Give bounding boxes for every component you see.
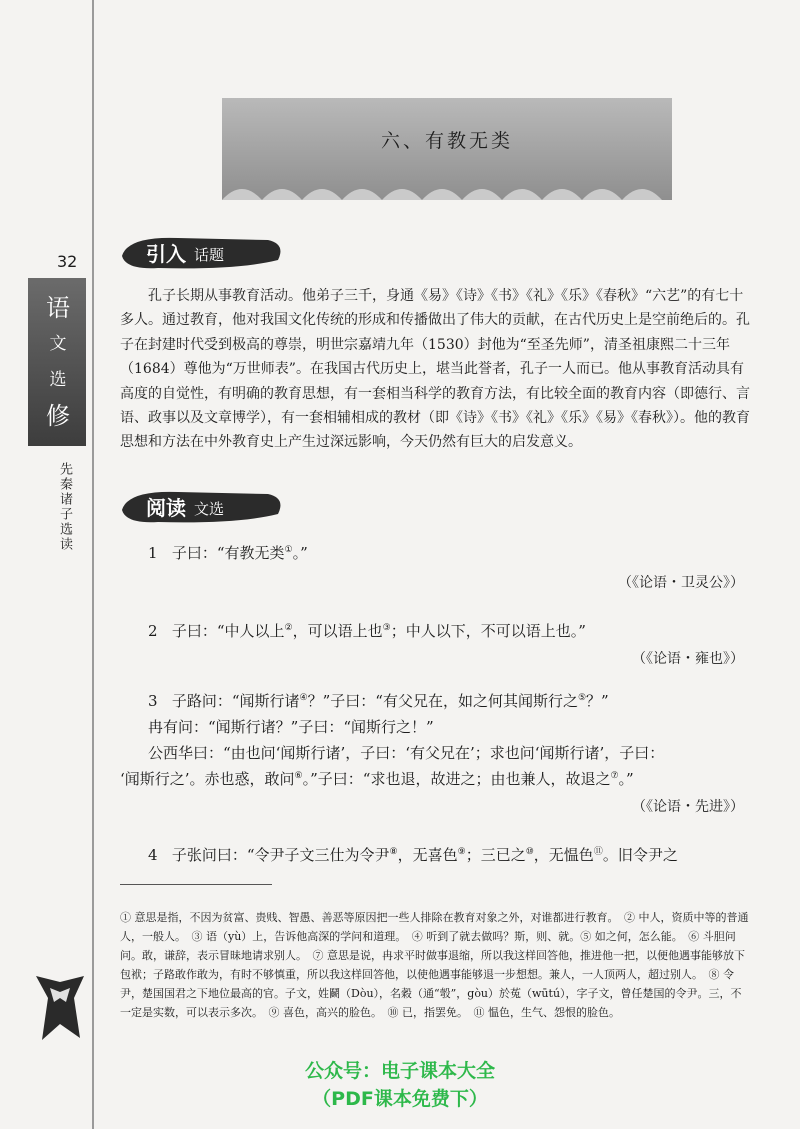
passage-text: 。” <box>618 770 634 788</box>
watermark-line-2: （PDF课本免费下） <box>312 1088 488 1110</box>
footnote-ref: ③ <box>382 623 391 633</box>
intro-paragraph <box>120 284 750 455</box>
section-label: 阅读 <box>146 496 186 520</box>
passage-text: ，可以语上也 <box>292 622 383 640</box>
footnotes <box>120 908 750 1022</box>
passage-source: （《论语・雍也》） <box>632 651 744 667</box>
section-sublabel: 文选 <box>194 500 225 518</box>
passage-number: 1 <box>148 544 158 562</box>
passage-3-line-2: 冉有问：“闻斯行诸？”子曰：“闻斯行之！” <box>148 718 434 736</box>
passage-text: 。”子曰：“求也退，故进之；由也兼人，故退之 <box>302 770 611 788</box>
passage-text: 子曰：“中人以上 <box>171 622 285 640</box>
passage-text: 。” <box>292 544 308 562</box>
footnote-ref: ⑤ <box>577 693 587 703</box>
side-subtitle: 先秦诸子选读 <box>57 462 72 552</box>
passage-text: 。旧令尹之 <box>602 846 678 864</box>
section-sublabel: 话题 <box>194 246 225 264</box>
watermark-line-1: 公众号：电子课本大全 <box>304 1060 495 1082</box>
passage-source: （《论语・先进》） <box>632 799 744 815</box>
passage-1 <box>148 542 308 563</box>
passage-text: ？” <box>586 692 609 710</box>
section-banner-intro <box>118 230 288 276</box>
passage-3-line-4 <box>120 768 634 789</box>
passage-text: 子张问曰：“令尹子文三仕为令尹 <box>171 846 390 864</box>
passage-number: 2 <box>148 622 158 640</box>
passage-source: （《论语・卫灵公》） <box>618 575 744 591</box>
side-char: 选 <box>49 370 67 390</box>
footnote-ref: ⑩ <box>525 847 534 857</box>
footnote-text: ① 意思是指，不因为贫富、贵贱、智愚、善恶等原因把一些人排除在教育对象之外，对谁都进行教育。 ② 中人，资质中等的普通人，一般人。 ③ 语（yù）上，告诉他高深的学问和道理。 ④ 听到了就去做吗？斯，则、就。⑤ 如之何，怎么能。 ⑥ 斗胆问问。敢，谦辞，表示冒昧地请求别人。 ⑦ 意思是说，冉求平时做事退缩，所以我这样回答他，推进他一把，以便他遇事能够放下包袱；子路敢作敢为，有时不够慎重，所以我这样回答他，以使他遇事能够退一步想想。兼人，一人顶两人，超过别人。 ⑧ 令尹，楚国国君之下地位最高的官。子文，姓鬬（Dòu），名穀（通“彀”，gòu）於菟（wūtú），字子文，曾任楚国的令尹。三，不一定是实数，可以表示多次。 ⑨ 喜色，高兴的脸色。 ⑩ 已，指罢免。 ⑪ 愠色，生气、怨恨的脸色。 <box>120 911 749 1019</box>
page-title: 六、有教无类 <box>380 130 513 152</box>
footnote-ref: ⑦ <box>610 771 619 781</box>
section-banner-reading <box>118 484 288 530</box>
passage-text: 子路问：“闻斯行诸 <box>171 692 300 710</box>
passage-text: 子曰：“有教无类 <box>171 544 285 562</box>
passage-text: ，无愠色 <box>533 846 594 864</box>
side-char: 修 <box>46 402 70 430</box>
passage-text: ‘闻斯行之’。赤也惑，敢问 <box>120 770 295 788</box>
footnote-ref: ④ <box>299 693 308 703</box>
page-number: 32 <box>57 252 78 271</box>
passage-3-line-3: 公西华曰：“由也问‘闻斯行诸’，子曰：‘有父兄在’；求也问‘闻斯行诸’，子曰： <box>148 744 665 762</box>
margin-line <box>92 0 94 1129</box>
wave-ornament-icon <box>222 178 672 200</box>
footnote-ref: ② <box>284 623 293 633</box>
footnote-ref: ⑪ <box>593 847 603 857</box>
title-box <box>222 98 672 200</box>
footnote-ref: ⑥ <box>294 771 303 781</box>
passage-number: 4 <box>148 846 158 864</box>
side-char: 文 <box>49 334 67 354</box>
footnote-divider <box>120 884 272 885</box>
footnote-ref: ⑨ <box>457 847 466 857</box>
publisher-logo-icon <box>30 968 90 1046</box>
passage-2 <box>148 620 586 641</box>
passage-text: ；中人以下，不可以语上也。” <box>390 622 586 640</box>
passage-number: 3 <box>148 692 158 710</box>
side-tab-title <box>38 290 78 434</box>
passage-4 <box>148 844 678 865</box>
footnote-ref: ⑧ <box>389 847 398 857</box>
passage-text: ；三已之 <box>465 846 526 864</box>
side-char: 语 <box>46 294 70 322</box>
intro-text: 孔子长期从事教育活动。他弟子三千，身通《易》《诗》《书》《礼》《乐》《春秋》“六艺”的有七十多人。通过教育，他对我国文化传统的形成和传播做出了伟大的贡献，在古代历史上是空前绝后的。孔子在封建时代受到极高的尊崇，明世宗嘉靖九年（1530）封他为“至圣先师”，清圣祖康熙二十三年（1684）尊他为“万世师表”。在我国古代历史上，堪当此誉者，孔子一人而已。他从事教育活动具有高度的自觉性，有明确的教育思想，有一套相当科学的教育方法，有比较全面的教育内容（即德行、言语、政事以及文章博学），有一套相辅相成的教材（即《诗》《书》《礼》《乐》《易》《春秋》）。他的教育思想和方法在中外教育史上产生过深远影响，今天仍然有巨大的启发意义。 <box>120 288 750 451</box>
passage-text: ？”子曰：“有父兄在，如之何其闻斯行之 <box>307 692 578 710</box>
passage-3-line-1 <box>148 690 609 711</box>
section-label: 引入 <box>146 242 186 266</box>
footnote-ref: ① <box>284 545 293 555</box>
passage-text: ，无喜色 <box>397 846 458 864</box>
